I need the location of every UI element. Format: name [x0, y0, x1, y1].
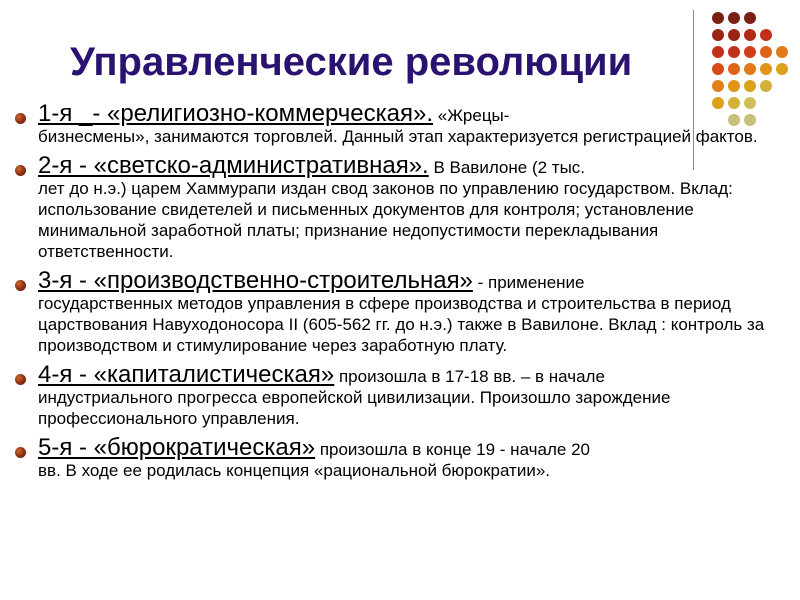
decor-dot	[744, 80, 756, 92]
bullet-marker	[15, 447, 26, 458]
bullet-item-3	[8, 267, 790, 356]
item-heading: 5-я - «бюрократическая»	[38, 434, 316, 461]
item-text-start: произошла в 17-18 вв. – в начале	[334, 367, 605, 386]
item-heading: 4-я - «капиталистическая»	[38, 361, 335, 388]
item-text: государственных методов управления в сфере производства и строительства в период царствования Навуходоносора II (605-562 гг. до н.э.) также в Вавилоне. Вклад : контроль за производством и стимулирование через заработную плату.	[38, 294, 765, 355]
decor-dot	[760, 80, 772, 92]
bullet-item-5	[8, 434, 790, 481]
decor-dot	[712, 63, 724, 75]
decor-dot	[728, 63, 740, 75]
decor-dot	[712, 12, 724, 24]
item-heading: 1-я _- «религиозно-коммерческая».	[38, 100, 434, 127]
decor-dot	[744, 12, 756, 24]
decor-dot	[744, 46, 756, 58]
item-heading: 3-я - «производственно-строительная»	[38, 267, 473, 294]
bullet-item-2	[8, 152, 790, 262]
decor-dot	[728, 29, 740, 41]
item-text: лет до н.э.) царем Хаммурапи издан свод законов по управлению государством. Вклад: использование свидетелей и письменных документов для контроля; установление минимальной заработной платы; признание недопустимости перекладывания ответственности.	[38, 179, 733, 261]
bullet-item-4	[8, 361, 790, 429]
bullet-list	[8, 100, 790, 481]
decor-dot	[728, 46, 740, 58]
bullet-marker	[15, 374, 26, 385]
decor-dot	[744, 63, 756, 75]
decor-dot	[712, 29, 724, 41]
bullet-marker	[15, 165, 26, 176]
item-text-start: произошла в конце 19 - начале 20	[315, 440, 590, 459]
item-text: индустриального прогресса европейской цивилизации. Произошло зарождение профессионального управления.	[38, 388, 671, 428]
decor-dot	[760, 63, 772, 75]
item-text-start: - применение	[472, 273, 585, 292]
decor-dot	[712, 46, 724, 58]
item-text-start: «Жрецы-	[433, 106, 510, 125]
decor-dot	[728, 12, 740, 24]
bullet-marker	[15, 113, 26, 124]
slide-title: Управленческие революции	[70, 40, 633, 84]
item-text: бизнесмены», занимаются торговлей. Данный этап характеризуется регистрацией фактов.	[38, 127, 758, 146]
item-heading: 2-я - «светско-административная».	[38, 152, 429, 179]
decor-dot	[776, 46, 788, 58]
bullet-item-1	[8, 100, 790, 147]
item-text-start: В Вавилоне (2 тыс.	[428, 158, 586, 177]
decor-dot	[760, 29, 772, 41]
bullet-marker	[15, 280, 26, 291]
decor-dot	[760, 46, 772, 58]
decor-dot	[712, 80, 724, 92]
decor-dot	[776, 63, 788, 75]
item-text: вв. В ходе ее родилась концепция «рациональной бюрократии».	[38, 461, 550, 480]
decor-dot	[744, 29, 756, 41]
decor-dot	[728, 80, 740, 92]
